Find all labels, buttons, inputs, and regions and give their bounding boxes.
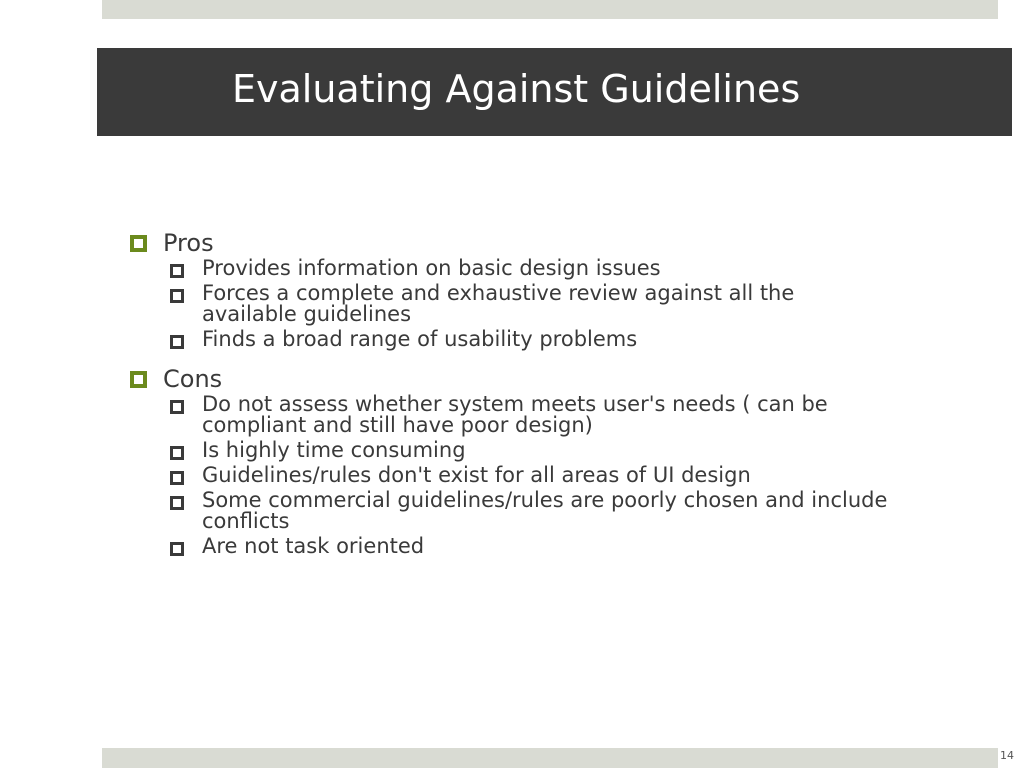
list-item-text: Finds a broad range of usability problems [202,327,638,351]
square-bullet-icon [170,446,184,460]
list-item-text: Some commercial guidelines/rules are poorly chosen and include conflicts [202,488,888,533]
square-bullet-icon [130,235,147,252]
list-item-text: Do not assess whether system meets user's needs ( can be compliant and still have poor design) [202,392,828,437]
section-label: Cons [163,365,223,393]
slide-content [130,228,930,571]
list-item-text: Guidelines/rules don't exist for all areas of UI design [202,463,751,487]
sub-list [170,394,930,557]
section-pros [130,228,930,350]
square-bullet-icon [130,371,147,388]
list-item [170,490,930,532]
page-number: 14 [1000,749,1014,762]
sub-list [170,258,930,350]
square-bullet-icon [170,496,184,510]
section-head [130,364,930,394]
square-bullet-icon [170,400,184,414]
slide-title: Evaluating Against Guidelines [232,67,801,111]
list-item [170,465,930,486]
list-item [170,394,930,436]
list-item [170,258,930,279]
list-item [170,536,930,557]
square-bullet-icon [170,264,184,278]
list-item-text: Forces a complete and exhaustive review against all the available guidelines [202,281,795,326]
list-item-text: Provides information on basic design issues [202,256,661,280]
square-bullet-icon [170,335,184,349]
section-head [130,228,930,258]
list-item [170,440,930,461]
section-label: Pros [163,229,214,257]
section-cons [130,364,930,557]
square-bullet-icon [170,471,184,485]
square-bullet-icon [170,289,184,303]
list-item-text: Are not task oriented [202,534,425,558]
list-item [170,329,930,350]
list-item-text: Is highly time consuming [202,438,466,462]
list-item [170,283,930,325]
top-decorative-band [102,0,998,19]
bottom-decorative-band [102,748,998,768]
title-bar [97,48,1012,136]
square-bullet-icon [170,542,184,556]
